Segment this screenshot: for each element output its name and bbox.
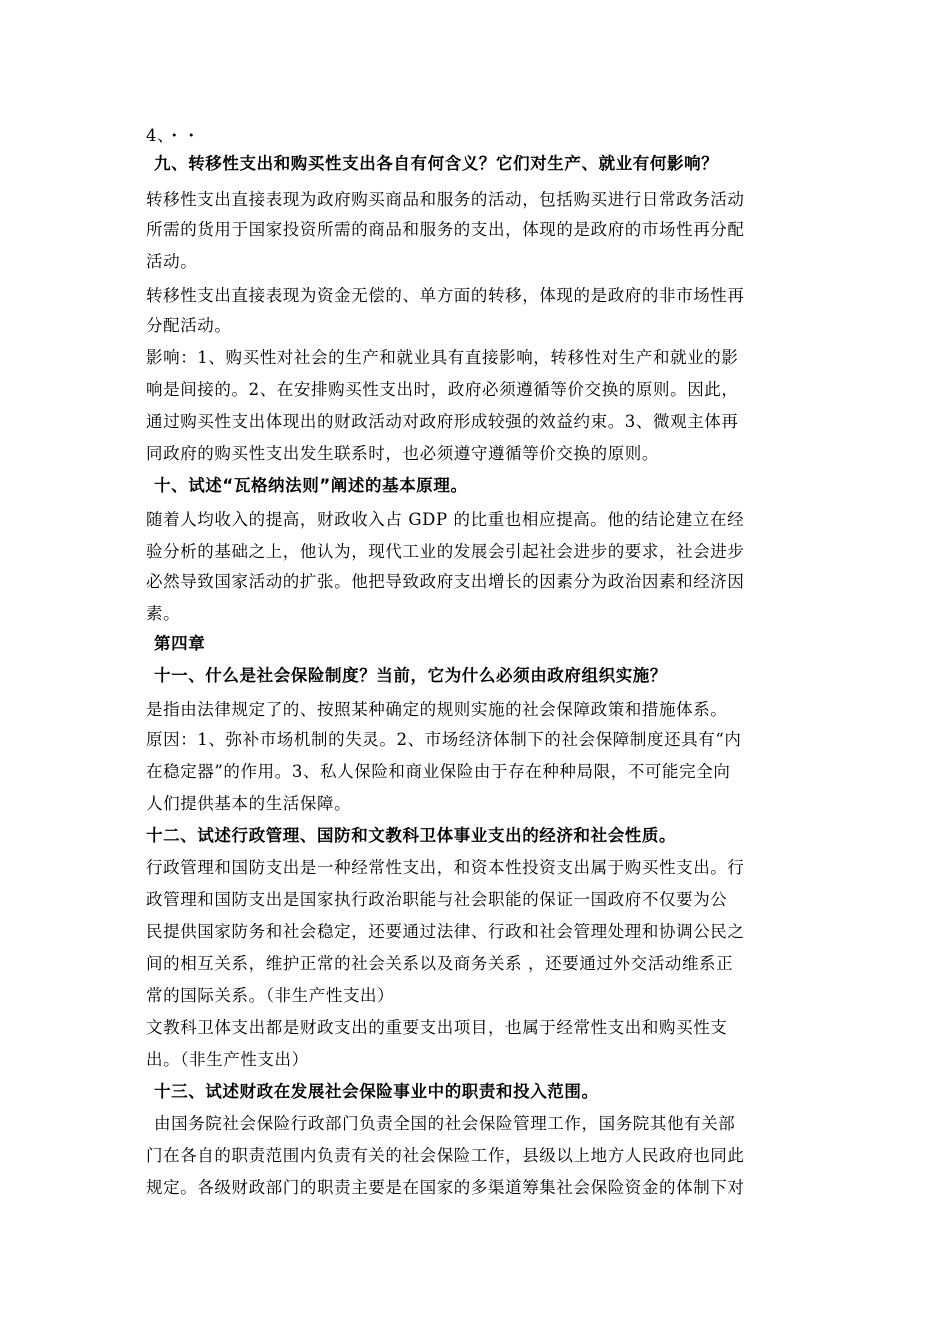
paragraph-line: 是指由法律规定了的、按照某种确定的规则实施的社会保障政策和措施体系。 [146, 700, 728, 719]
paragraph-line: 由国务院社会保险行政部门负责全国的社会保险管理工作，国务院其他有关部 [154, 1114, 736, 1133]
paragraph-line: 转移性支出直接表现为政府购买商品和服务的活动，包括购买进行日常政务活动 [146, 190, 745, 209]
paragraph-line: 原因：1、弥补市场机制的失灵。2、市场经济体制下的社会保障制度还具有“内 [146, 730, 742, 749]
question-heading-13: 十三、试述财政在发展社会保险事业中的职责和投入范围。 [154, 1082, 599, 1101]
paragraph-line: 活动。 [146, 252, 198, 271]
paragraph-line: 在稳定器”的作用。3、私人保险和商业保险由于存在种种局限，不可能完全向 [146, 762, 731, 781]
paragraph-line: 行政管理和国防支出是一种经常性支出，和资本性投资支出属于购买性支出。行 [146, 858, 745, 877]
paragraph-line: 民提供国家防务和社会稳定，还要通过法律、行政和社会管理处理和协调公民之 [146, 922, 745, 941]
paragraph-line: 文教科卫体支出都是财政支出的重要支出项目，也属于经常性支出和购买性支 [146, 1018, 728, 1037]
paragraph-line: 影响：1、购买性对社会的生产和就业具有直接影响，转移性对生产和就业的影 [146, 348, 739, 367]
paragraph-line: 响是间接的。2、在安排购买性支出时，政府必须遵循等价交换的原则。因此， [146, 380, 739, 399]
question-heading-11: 十一、什么是社会保险制度？当前，它为什么必须由政府组织实施？ [154, 666, 667, 685]
paragraph-line: 常的国际关系。（非生产性支出） [146, 986, 395, 1005]
question-heading-12: 十二、试述行政管理、国防和文教科卫体事业支出的经济和社会性质。 [146, 826, 677, 845]
paragraph-line: 政管理和国防支出是国家执行政治职能与社会职能的保证一国政府不仅要为公 [146, 890, 728, 909]
list-marker: 4、・・ [146, 126, 201, 145]
question-heading-9: 九、转移性支出和购买性支出各自有何含义？它们对生产、就业有何影响？ [154, 154, 719, 173]
paragraph-line: 所需的货用于国家投资所需的商品和服务的支出，体现的是政府的市场性再分配 [146, 220, 745, 239]
paragraph-line: 必然导致国家活动的扩张。他把导致政府支出增长的因素分为政治因素和经济因 [146, 572, 745, 591]
question-heading-10: 十、试述“瓦格纳法则”阐述的基本原理。 [154, 476, 468, 495]
paragraph-line: 间的相互关系，维护正常的社会关系以及商务关系 ，还要通过外交活动维系正 [146, 954, 734, 973]
paragraph-line: 分配活动。 [146, 316, 232, 335]
paragraph-line: 人们提供基本的生活保障。 [146, 794, 352, 813]
paragraph-line: 出。（非生产性支出） [146, 1050, 309, 1069]
paragraph-line: 规定。各级财政部门的职责主要是在国家的多渠道筹集社会保险资金的体制下对 [146, 1178, 745, 1197]
paragraph-line: 素。 [146, 604, 181, 623]
paragraph-line: 同政府的购买性支出发生联系时，也必须遵守遵循等价交换的原则。 [146, 444, 659, 463]
paragraph-line: 通过购买性支出体现出的财政活动对政府形成较强的效益约束。3、微观主体再 [146, 412, 739, 431]
paragraph-line: 转移性支出直接表现为资金无偿的、单方面的转移，体现的是政府的非市场性再 [146, 286, 745, 305]
chapter-heading: 第四章 [154, 634, 206, 653]
paragraph-line: 门在各自的职责范围内负责有关的社会保险工作，县级以上地方人民政府也同此 [146, 1146, 745, 1165]
paragraph-line: 随着人均收入的提高，财政收入占 GDP 的比重也相应提高。他的结论建立在经 [146, 510, 745, 529]
paragraph-line: 验分析的基础之上，他认为，现代工业的发展会引起社会进步的要求，社会进步 [146, 542, 745, 561]
